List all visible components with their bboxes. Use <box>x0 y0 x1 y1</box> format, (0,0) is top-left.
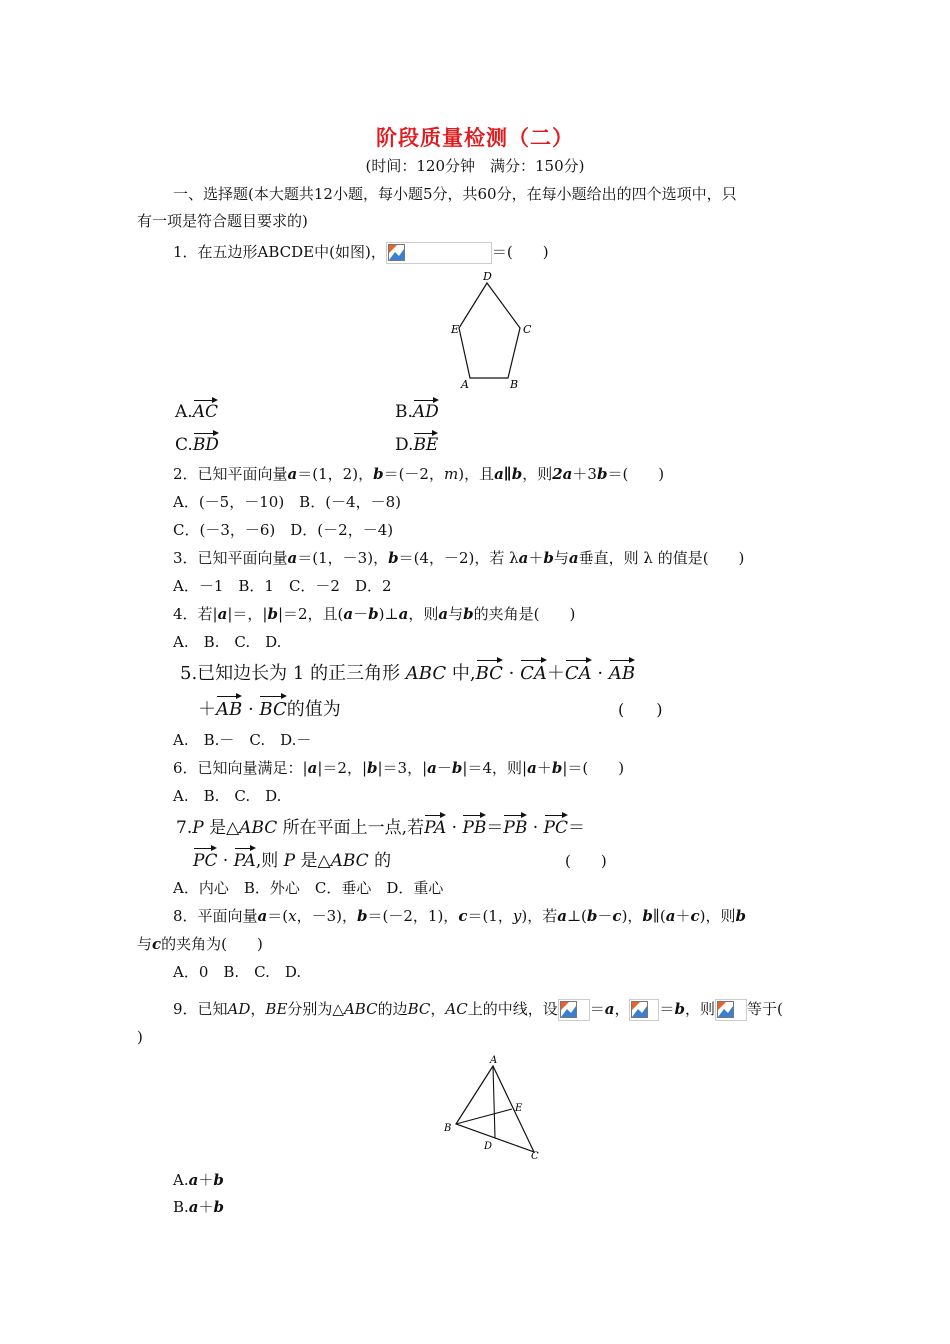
text-fragment: ⊥( <box>566 907 587 925</box>
text-fragment: ＋ <box>536 759 552 777</box>
text-fragment: · <box>527 818 544 838</box>
question-5-options: A. B.－ C. D.－ <box>173 731 312 749</box>
text-fragment: a <box>287 549 298 567</box>
text-fragment: ＝(－2，1)， <box>367 907 459 925</box>
text-fragment: b <box>373 465 384 483</box>
text-fragment: |＝4，则| <box>462 759 528 777</box>
image-icon <box>388 244 405 261</box>
text-fragment: ABC <box>239 818 278 838</box>
text-fragment: BC <box>259 699 287 720</box>
text-fragment: 中, <box>446 663 476 684</box>
text-fragment: b <box>551 759 563 777</box>
text-fragment: 的 <box>368 851 392 871</box>
text-fragment: a <box>527 759 537 777</box>
text-fragment: b <box>267 605 278 623</box>
text-fragment: － <box>436 759 452 777</box>
text-fragment: c <box>612 907 622 925</box>
text-fragment: B. <box>395 402 413 422</box>
question-5-stem-line1 <box>180 662 635 686</box>
vertex-label: A <box>490 1055 498 1066</box>
text-fragment: ＝ <box>589 1000 605 1018</box>
text-fragment: ＝( ) <box>607 465 665 483</box>
text-fragment: b <box>213 1171 224 1189</box>
vertex-label: B <box>510 378 519 391</box>
text-fragment: ，－3)， <box>296 907 358 925</box>
question-5-stem-line2 <box>198 698 341 722</box>
text-fragment: 的值为 <box>286 699 341 720</box>
question-8-stem-line1 <box>173 906 746 926</box>
text-fragment: a <box>188 1171 199 1189</box>
text-fragment: m <box>443 465 459 483</box>
question-7-options: A．内心 B．外心 C．垂心 D．重心 <box>173 879 444 897</box>
question-7-stem-line2 <box>193 850 391 872</box>
question-1-option-a <box>175 402 218 422</box>
text-fragment: BC <box>475 663 503 684</box>
text-fragment: )，若 <box>521 907 558 925</box>
text-fragment: 4．若| <box>173 605 218 623</box>
text-fragment: ＝(1，2)， <box>297 465 374 483</box>
text-fragment: ＋ <box>198 1171 214 1189</box>
text-fragment: CA <box>564 663 592 684</box>
text-fragment: PC <box>193 851 218 871</box>
text-fragment: A. <box>173 1171 189 1189</box>
text-fragment: a <box>568 549 579 567</box>
text-fragment: b <box>368 605 379 623</box>
question-9-option-a <box>173 1170 224 1190</box>
text-fragment: b <box>642 907 653 925</box>
vertex-label: D <box>483 270 492 283</box>
text-fragment: 是△ <box>203 818 240 838</box>
text-fragment: AD <box>227 1000 251 1018</box>
text-fragment: CA <box>520 663 547 684</box>
broken-image-placeholder <box>386 242 492 264</box>
text-fragment: )， <box>621 907 643 925</box>
text-fragment: x <box>288 907 297 925</box>
median-ad <box>493 1066 495 1138</box>
text-fragment: 的夹角为( ) <box>161 935 263 953</box>
text-fragment: b <box>213 1198 225 1216</box>
page-title: 阶段质量检测（二） <box>376 126 574 150</box>
text-fragment: b <box>451 759 463 777</box>
exam-meta: (时间：120分钟 满分：150分) <box>365 157 585 175</box>
text-fragment: 上的中线，设 <box>467 1000 558 1018</box>
text-fragment: PB <box>503 818 528 838</box>
text-fragment: a <box>427 759 437 777</box>
text-fragment: a∥b <box>494 465 523 483</box>
text-fragment: a <box>343 605 354 623</box>
vertex-label: D <box>484 1141 493 1152</box>
text-fragment: c <box>152 935 162 953</box>
text-fragment: BD <box>192 435 219 455</box>
text-fragment: 2a <box>552 465 573 483</box>
question-5-answer-paren: ( ) <box>618 700 663 719</box>
text-fragment: b <box>735 907 746 925</box>
text-fragment: a <box>398 605 409 623</box>
broken-image-placeholder <box>629 999 659 1021</box>
text-fragment: 等于( <box>747 1000 783 1018</box>
question-2-options-row1: A．(－5，－10) B．(－4，－8) <box>173 493 401 511</box>
text-fragment: P <box>192 818 204 838</box>
text-fragment: ,则 <box>255 851 284 871</box>
text-fragment: · <box>502 663 521 684</box>
text-fragment: ABC <box>343 1000 378 1018</box>
text-fragment: 的夹角是( ) <box>473 605 576 623</box>
text-fragment: 分别为△ <box>287 1000 344 1018</box>
text-fragment: － <box>353 605 369 623</box>
text-fragment: ＝(1，－3)， <box>297 549 389 567</box>
text-fragment: )，则 <box>699 907 736 925</box>
question-8-stem-line2 <box>137 934 263 954</box>
text-fragment: AC <box>192 402 218 422</box>
text-fragment: b <box>586 907 598 925</box>
text-fragment: ， <box>250 1000 266 1018</box>
text-fragment: ∥( <box>652 907 666 925</box>
vertex-label: C <box>523 323 532 336</box>
text-fragment: ， <box>614 1000 630 1018</box>
text-fragment: |＝2，| <box>317 759 367 777</box>
text-fragment: P <box>283 851 296 871</box>
text-fragment: |＝( ) <box>562 759 625 777</box>
question-2-stem <box>173 464 664 484</box>
text-fragment: ＝(－2， <box>383 465 444 483</box>
text-fragment: b <box>463 605 474 623</box>
text-fragment: a <box>257 907 268 925</box>
text-fragment: C. <box>175 435 193 455</box>
text-fragment: ＋ <box>675 907 691 925</box>
text-fragment: · <box>242 699 260 720</box>
question-7-stem-line1 <box>176 817 585 839</box>
section-heading-line2: 有一项是符合题目要求的) <box>137 212 308 230</box>
text-fragment: ＝( <box>267 907 289 925</box>
text-fragment: b <box>367 759 378 777</box>
question-1-option-b <box>395 402 439 422</box>
text-fragment: BE <box>265 1000 288 1018</box>
question-3-stem <box>173 548 744 568</box>
text-fragment: ， <box>430 1000 446 1018</box>
text-fragment: )⊥ <box>378 605 399 623</box>
text-fragment: ＋ <box>528 549 544 567</box>
text-fragment: c <box>458 907 468 925</box>
text-fragment: ，则 <box>408 605 439 623</box>
triangle-median-figure <box>438 1050 548 1162</box>
text-fragment: B. <box>173 1198 189 1216</box>
text-fragment: BE <box>413 435 439 455</box>
text-fragment: 3．已知平面向量 <box>173 549 288 567</box>
image-icon <box>717 1001 734 1018</box>
text-fragment: 与 <box>137 935 153 953</box>
text-fragment: a <box>438 605 449 623</box>
text-fragment: － <box>597 907 613 925</box>
text-fragment: a <box>287 465 298 483</box>
question-8-options: A．0 B. C. D. <box>173 963 302 981</box>
text-fragment: D. <box>395 435 414 455</box>
text-fragment: 的边 <box>377 1000 408 1018</box>
vertex-label: C <box>531 1151 539 1162</box>
text-fragment: ＋3 <box>572 465 597 483</box>
image-icon <box>560 1001 577 1018</box>
question-6-options: A. B. C. D. <box>173 787 282 805</box>
question-6-stem <box>173 758 624 778</box>
text-fragment: ＋ <box>546 663 565 684</box>
text-fragment: ，则 <box>522 465 553 483</box>
text-fragment: PA <box>233 851 256 871</box>
text-fragment: ，则 <box>685 1000 716 1018</box>
text-fragment: y <box>512 907 522 925</box>
text-fragment: ＝( ) <box>491 243 549 261</box>
text-fragment: · <box>446 818 463 838</box>
text-fragment: · <box>217 851 234 871</box>
text-fragment: AB <box>608 663 636 684</box>
text-fragment: a <box>665 907 676 925</box>
text-fragment: 所在平面上一点,若 <box>277 818 425 838</box>
text-fragment: a <box>307 759 318 777</box>
text-fragment: PB <box>462 818 487 838</box>
text-fragment: )，且 <box>458 465 495 483</box>
text-fragment: 垂直，则 λ 的值是( ) <box>578 549 745 567</box>
text-fragment: 6．已知向量满足：| <box>173 759 308 777</box>
vertex-label: B <box>444 1123 452 1134</box>
text-fragment: A. <box>175 402 193 422</box>
pentagon-outline <box>459 283 520 378</box>
question-1-stem <box>173 242 549 264</box>
text-fragment: b <box>357 907 368 925</box>
text-fragment: a <box>557 907 567 925</box>
question-2-options-row2: C．(－3，－6) D．(－2，－4) <box>173 521 394 539</box>
text-fragment: b <box>596 465 608 483</box>
text-fragment: b <box>674 1000 685 1018</box>
text-fragment: · <box>591 663 609 684</box>
text-fragment: 与 <box>553 549 569 567</box>
text-fragment: ABC <box>405 663 447 684</box>
text-fragment: b <box>388 549 399 567</box>
text-fragment: AC <box>445 1000 468 1018</box>
text-fragment: |＝3，| <box>377 759 428 777</box>
text-fragment: a <box>188 1198 199 1216</box>
text-fragment: a <box>518 549 529 567</box>
text-fragment: AB <box>216 699 243 720</box>
text-fragment: |＝2，且( <box>277 605 344 623</box>
question-3-options: A．－1 B．1 C．－2 D．2 <box>173 577 392 595</box>
text-fragment: 与 <box>448 605 464 623</box>
vertex-label: A <box>461 378 469 391</box>
pentagon-figure <box>440 266 540 394</box>
question-7-answer-paren: ( ) <box>565 852 607 870</box>
section-heading-line1: 一、选择题(本大题共12小题，每小题5分，共60分，在每小题给出的四个选项中，只 <box>173 185 737 203</box>
question-4-stem <box>173 604 575 624</box>
question-1-option-c <box>175 435 219 455</box>
text-fragment: AD <box>412 402 439 422</box>
question-9-option-b <box>173 1197 224 1217</box>
text-fragment: ＋ <box>198 699 216 720</box>
text-fragment: a <box>604 1000 615 1018</box>
text-fragment: 是△ <box>295 851 331 871</box>
question-1-option-d <box>395 435 438 455</box>
text-fragment: PA <box>424 818 447 838</box>
broken-image-placeholder <box>715 999 747 1021</box>
text-fragment: ＝ <box>568 818 585 838</box>
text-fragment: a <box>217 605 228 623</box>
vertex-label: E <box>451 323 460 336</box>
question-4-options: A. B. C. D. <box>173 633 282 651</box>
text-fragment: ＝(1， <box>467 907 513 925</box>
text-fragment: ＝ <box>486 818 504 838</box>
text-fragment: 2．已知平面向量 <box>173 465 288 483</box>
text-fragment: BC <box>407 1000 431 1018</box>
text-fragment: 7. <box>176 818 193 838</box>
text-fragment: 1．在五边形ABCDE中(如图)， <box>173 243 386 261</box>
text-fragment: 9．已知 <box>173 1000 228 1018</box>
text-fragment: PC <box>543 818 568 838</box>
text-fragment: ABC <box>330 851 369 871</box>
text-fragment: ＝ <box>659 1000 675 1018</box>
broken-image-placeholder <box>558 999 590 1021</box>
text-fragment: |＝，| <box>227 605 268 623</box>
text-fragment: 5.已知边长为 1 的正三角形 <box>180 663 406 684</box>
image-icon <box>631 1001 648 1018</box>
question-9-stem-line1 <box>173 999 783 1021</box>
text-fragment: 8．平面向量 <box>173 907 258 925</box>
text-fragment: ＝(4，－2)，若 λ <box>398 549 519 567</box>
question-9-stem-line2: ) <box>137 1028 143 1046</box>
text-fragment: b <box>543 549 554 567</box>
text-fragment: c <box>690 907 700 925</box>
text-fragment: ＋ <box>198 1198 214 1216</box>
vertex-label: E <box>515 1103 523 1114</box>
